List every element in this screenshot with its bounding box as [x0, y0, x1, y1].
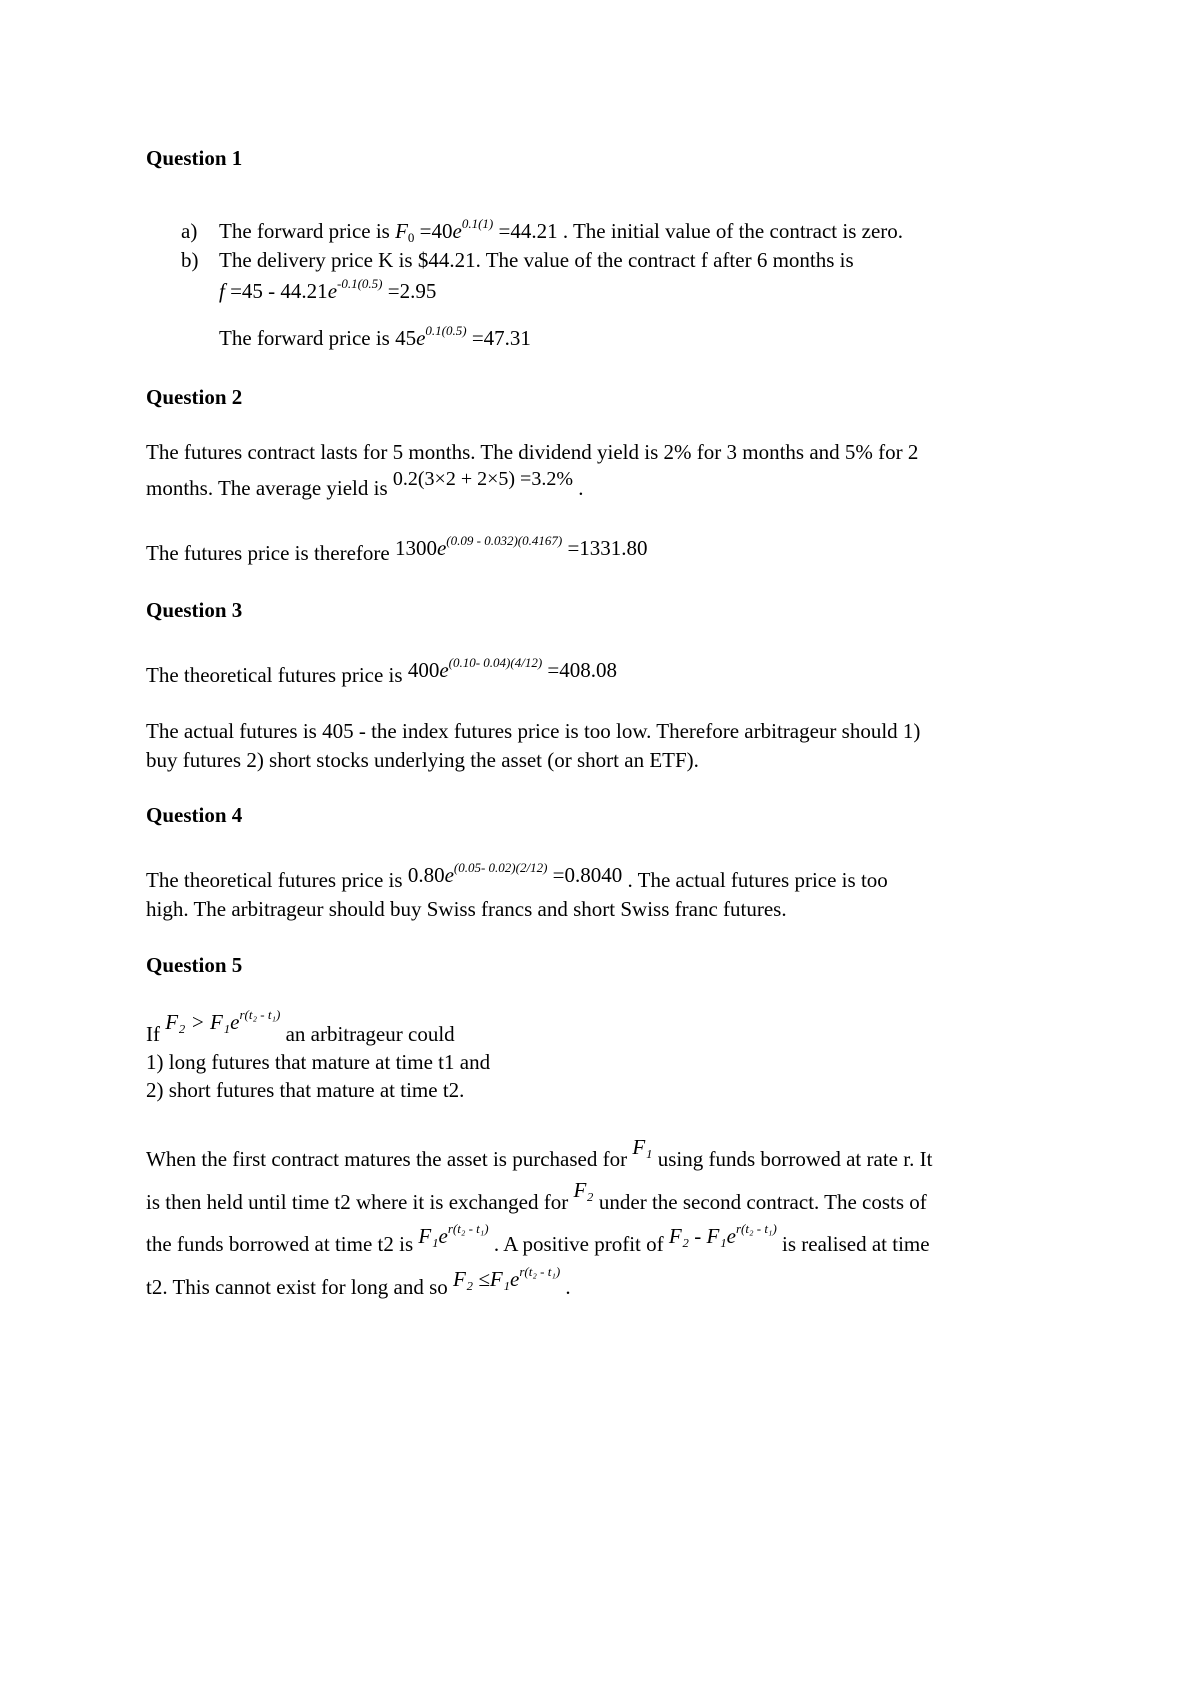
q1-a-line: [219, 216, 904, 245]
question-4-heading: Question 4: [146, 803, 243, 827]
q1-b-equation: $f =45 - 44.21e^{-0.1(0.5)} =2.95$: [219, 276, 437, 303]
q5-cost-equation: $F_1e^{r(t_2 - t_1)}$: [418, 1221, 489, 1248]
q4-paragraph-line2: high. The arbitrageur should buy Swiss francs and short Swiss franc futures.: [146, 897, 787, 921]
q3-theoretical-line: The theoretical futures price is $400e^{(0.10- 0.04)(4/12)} =408.08$: [146, 655, 617, 687]
q3-paragraph-line1: The actual futures is 405 - the index futures price is too low. Therefore arbitrageur should 1): [146, 719, 921, 743]
q3-paragraph-line2: buy futures 2) short stocks underlying the asset (or short an ETF).: [146, 748, 699, 772]
q5-condition-equation: $F_2 > F_1e^{r(t_2 - t_1)}$: [165, 1007, 281, 1034]
q5-conclusion-equation: $F_2 \le F_1e^{r(t_2 - t_1)}$: [453, 1264, 561, 1291]
q2-futures-equation: $1300e^{(0.09 - 0.032)(0.4167)} =1331.80$: [394, 533, 648, 560]
q2-average-equation: 0.2(3×2 + 2×5) =3.2%: [392, 468, 573, 490]
q2-futures-line: The futures price is therefore $1300e^{(0.09 - 0.032)(0.4167)} =1331.80$: [146, 533, 648, 565]
q5-if-line: If $F_2 > F_1e^{r(t_2 - t_1)}$ an arbitrageur could: [146, 1007, 455, 1046]
q1-a-label: a): [181, 219, 198, 243]
q1-b-text: The delivery price K is $44.21. The value of the contract f after 6 months is: [219, 248, 854, 272]
q1-a-text: The forward price is: [219, 219, 390, 243]
question-5-heading: Question 5: [146, 953, 243, 977]
question-1-heading: Question 1: [146, 146, 243, 170]
q3-equation: $400e^{(0.10- 0.04)(4/12)} =408.08$: [407, 655, 617, 682]
q5-paragraph-line3: the funds borrowed at time t2 is $F_1e^{r(t_2 - t_1)}$ . A positive profit of $F_2 - F_1e^{r(t_2 - t_1)}$ is realised at time: [146, 1221, 930, 1256]
q1-b-label: b): [181, 248, 199, 272]
q5-item-1: 1) long futures that mature at time t1 and: [146, 1050, 491, 1074]
q2-paragraph-line1: The futures contract lasts for 5 months. The dividend yield is 2% for 3 months and 5% for 2: [146, 440, 919, 464]
q1-a-text-end: . The initial value of the contract is zero.: [562, 219, 904, 243]
q1-b-forward-line: [219, 323, 531, 351]
q5-f1-symbol: F₁: [632, 1135, 653, 1159]
q5-item-2: 2) short futures that mature at time t2.: [146, 1078, 465, 1102]
q5-paragraph-line4: t2. This cannot exist for long and so $F_2 \le F_1e^{r(t_2 - t_1)}$ .: [146, 1264, 571, 1299]
q5-paragraph-line1: When the first contract matures the asset is purchased for F₁ using funds borrowed at rate r. It: [146, 1135, 933, 1171]
q1-b-forward-equation: $45e^{0.1(0.5)} =47.31$: [395, 323, 531, 350]
question-3-heading: Question 3: [146, 598, 243, 622]
q5-profit-equation: $F_2 - F_1e^{r(t_2 - t_1)}$: [668, 1221, 777, 1248]
q5-paragraph-line2: is then held until time t2 where it is exchanged for F₂ under the second contract. The costs of: [146, 1178, 927, 1214]
q4-equation: $0.80e^{(0.05- 0.02)(2/12)} =0.8040$: [407, 860, 623, 887]
q4-theoretical-line: The theoretical futures price is $0.80e^{(0.05- 0.02)(2/12)} =0.8040$ . The actual futures price is too: [146, 860, 888, 892]
q1-a-equation: $F_0 =40e^{0.1(1)} =44.21$: [395, 216, 558, 245]
q2-paragraph-line2: months. The average yield is 0.2(3×2 + 2×5) =3.2% .: [146, 468, 584, 500]
q5-f2-symbol: F₂: [573, 1178, 594, 1202]
q1-b-forward-text: The forward price is: [219, 326, 390, 350]
question-2-heading: Question 2: [146, 385, 243, 409]
